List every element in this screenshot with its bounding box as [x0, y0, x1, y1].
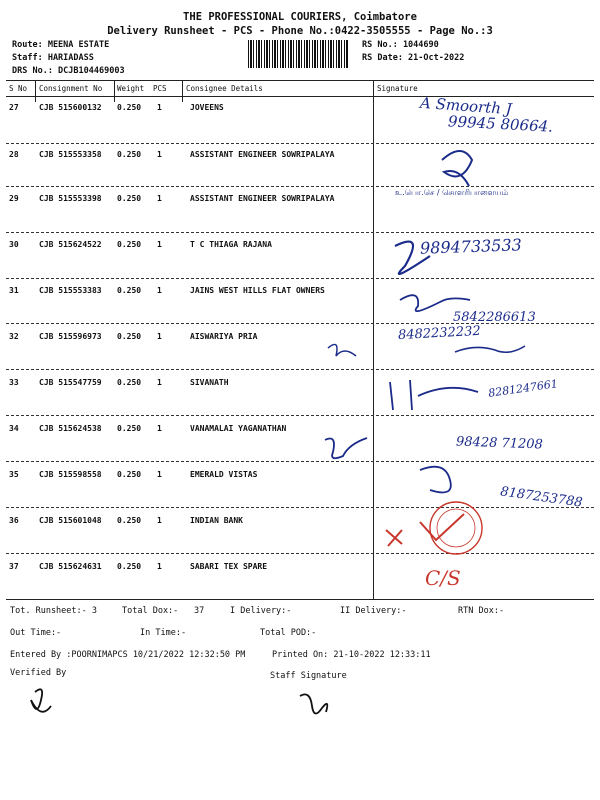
signature-stroke	[328, 344, 356, 356]
col-header-pcs: PCS	[153, 84, 167, 93]
ii-delivery: II Delivery:-	[340, 606, 407, 616]
row-pcs: 1	[157, 286, 162, 295]
row-consignee: T C THIAGA RAJANA	[190, 240, 272, 249]
row-consignee: VANAMALAI YAGANATHAN	[190, 424, 287, 433]
row-consignment-no: CJB 515601048	[39, 516, 102, 525]
row-consignment-no: CJB 515624522	[39, 240, 102, 249]
stamp-inner	[437, 509, 475, 547]
handwritten-phone: 8281247661	[487, 377, 559, 400]
row-weight: 0.250	[117, 424, 142, 433]
signature-stroke	[400, 295, 470, 311]
row-weight: 0.250	[117, 150, 142, 159]
rs-date: RS Date: 21-Oct-2022	[362, 53, 465, 63]
col-header-consignment: Consignment No	[39, 84, 103, 93]
row-sno: 27	[9, 103, 19, 112]
stamp-mark	[386, 530, 402, 546]
row-pcs: 1	[157, 332, 162, 341]
rs-number: RS No.: 1044690	[362, 40, 439, 50]
row-pcs: 1	[157, 516, 162, 525]
row-pcs: 1	[157, 470, 162, 479]
row-consignee: ASSISTANT ENGINEER SOWRIPALAYA	[190, 150, 335, 159]
company-title: THE PROFESSIONAL COURIERS, Coimbatore	[183, 11, 417, 23]
row-weight: 0.250	[117, 516, 142, 525]
handwritten-phone: 8187253788	[499, 484, 584, 511]
row-pcs: 1	[157, 378, 162, 387]
row-consignment-no: CJB 515547759	[39, 378, 102, 387]
row-consignment-no: CJB 515553398	[39, 194, 102, 203]
signature-stroke	[390, 380, 478, 410]
row-pcs: 1	[157, 150, 162, 159]
col-header-signature: Signature	[377, 84, 418, 93]
signature-stroke	[455, 346, 525, 352]
row-weight: 0.250	[117, 103, 142, 112]
handwritten-phone: 9894733533	[419, 235, 523, 258]
row-sno: 29	[9, 194, 19, 203]
col-header-weight: Weight	[117, 84, 145, 93]
row-pcs: 1	[157, 240, 162, 249]
row-weight: 0.250	[117, 332, 142, 341]
stamp-circle	[430, 502, 482, 554]
row-consignee: EMERALD VISTAS	[190, 470, 258, 479]
staff-label: Staff: HARIADASS	[12, 53, 94, 63]
i-delivery: I Delivery:-	[230, 606, 292, 616]
col-header-consignee: Consignee Details	[186, 84, 263, 93]
row-sno: 34	[9, 424, 19, 433]
row-sno: 33	[9, 378, 19, 387]
row-consignee: SABARI TEX SPARE	[190, 562, 268, 571]
verified-by: Verified By	[10, 668, 67, 678]
runsheet-subtitle: Delivery Runsheet - PCS - Phone No.:0422-3505555 - Page No.:3	[107, 25, 493, 37]
row-consignee: AISWARIYA PRIA	[190, 332, 258, 341]
office-stamp-text: உ.பொ.செ / சொளரிபாளையம்	[395, 188, 509, 197]
in-time: In Time:-	[140, 628, 187, 638]
total-dox-label: Total Dox:-	[122, 606, 179, 616]
row-consignment-no: CJB 515596973	[39, 332, 102, 341]
drs-number: DRS No.: DCJB104469003	[12, 66, 125, 76]
row-weight: 0.250	[117, 286, 142, 295]
col-header-sno: S No	[9, 84, 28, 93]
row-pcs: 1	[157, 424, 162, 433]
rtn-dox: RTN Dox:-	[458, 606, 505, 616]
staff-signature-label: Staff Signature	[270, 671, 347, 681]
handwritten-phone: 8482232232	[397, 323, 482, 344]
handwritten-phone: 99945 80664.	[447, 112, 554, 136]
row-weight: 0.250	[117, 194, 142, 203]
handwritten-phone: 5842286613	[453, 310, 536, 325]
row-consignment-no: CJB 515624538	[39, 424, 102, 433]
handwritten-phone: 98428 71208	[455, 434, 544, 453]
row-sno: 37	[9, 562, 19, 571]
out-time: Out Time:-	[10, 628, 62, 638]
row-sno: 32	[9, 332, 19, 341]
row-consignee: JAINS WEST HILLS FLAT OWNERS	[190, 286, 325, 295]
row-consignee: ASSISTANT ENGINEER SOWRIPALAYA	[190, 194, 335, 203]
row-sno: 30	[9, 240, 19, 249]
handwritten-name: A Smoorth J	[419, 93, 513, 119]
row-weight: 0.250	[117, 470, 142, 479]
signature-stroke	[31, 689, 51, 711]
stamp-check	[420, 514, 464, 540]
total-runsheet: Tot. Runsheet:- 3	[10, 606, 97, 616]
route-label: Route: MEENA ESTATE	[12, 40, 110, 50]
row-consignee: SIVANATH	[190, 378, 229, 387]
row-sno: 36	[9, 516, 19, 525]
row-weight: 0.250	[117, 562, 142, 571]
signature-stroke	[325, 438, 367, 458]
row-consignment-no: CJB 515600132	[39, 103, 102, 112]
row-consignment-no: CJB 515598558	[39, 470, 102, 479]
signature-stroke	[442, 151, 472, 186]
row-consignment-no: CJB 515553383	[39, 286, 102, 295]
row-consignment-no: CJB 515553358	[39, 150, 102, 159]
total-dox-value: 37	[194, 606, 205, 616]
signature-stroke	[300, 694, 327, 713]
printed-on: Printed On: 21-10-2022 12:33:11	[272, 650, 431, 660]
row-consignee: JOVEENS	[190, 103, 224, 112]
row-sno: 35	[9, 470, 19, 479]
row-weight: 0.250	[117, 240, 142, 249]
handwritten-signature: C/S	[425, 566, 461, 590]
row-consignment-no: CJB 515624631	[39, 562, 102, 571]
row-weight: 0.250	[117, 378, 142, 387]
total-pod: Total POD:-	[260, 628, 317, 638]
row-pcs: 1	[157, 103, 162, 112]
row-sno: 28	[9, 150, 19, 159]
signature-stroke	[420, 467, 451, 493]
row-sno: 31	[9, 286, 19, 295]
entered-by: Entered By :POORNIMAPCS 10/21/2022 12:32:50 PM	[10, 650, 246, 660]
row-pcs: 1	[157, 562, 162, 571]
row-pcs: 1	[157, 194, 162, 203]
row-consignee: INDIAN BANK	[190, 516, 243, 525]
